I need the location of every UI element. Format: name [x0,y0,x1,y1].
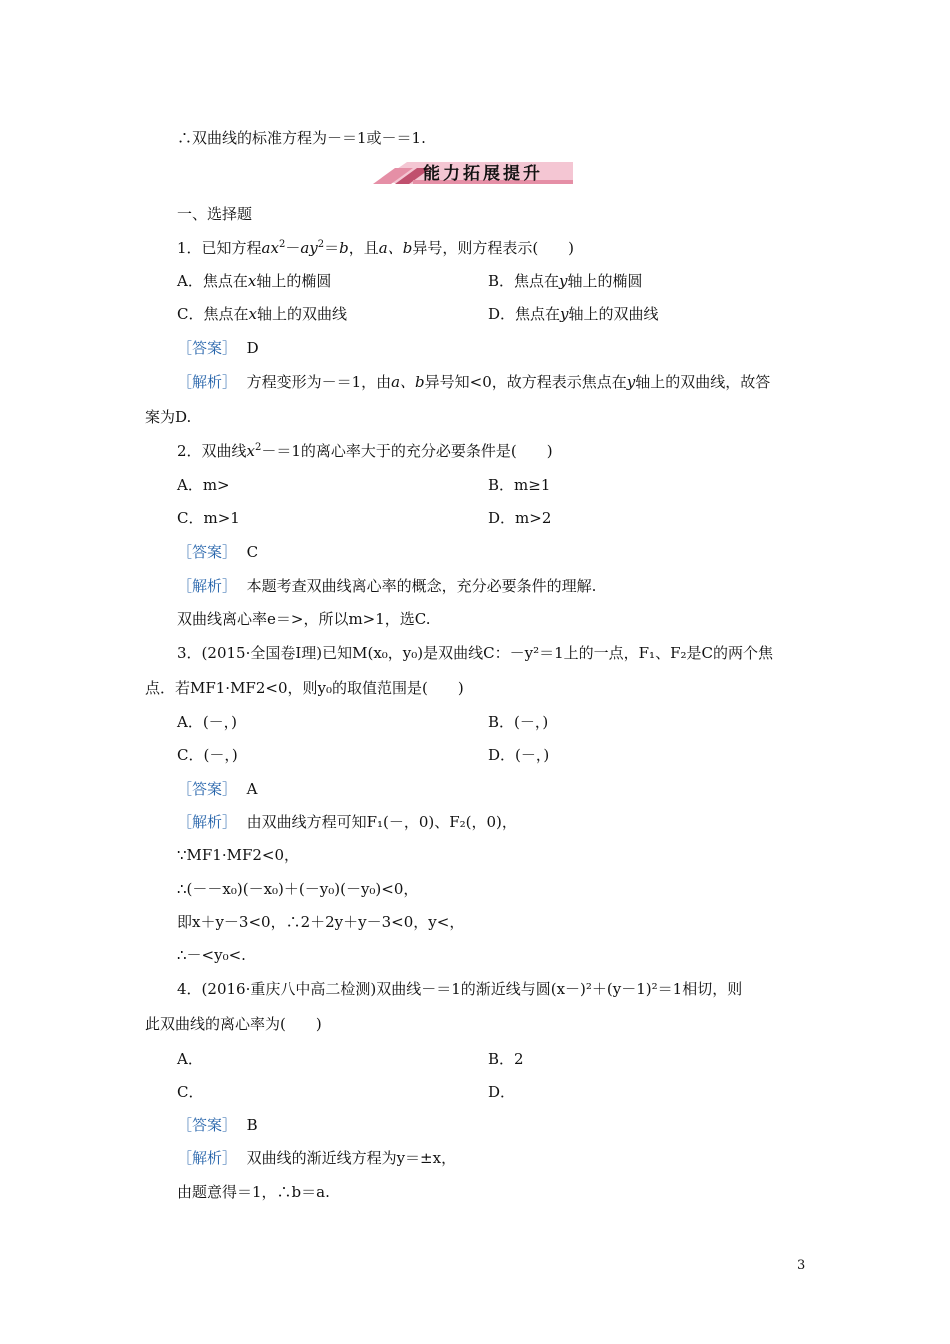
question-1-stem: 1．已知方程$ax^2-ay^2=b$，且a、b异号，则方程表示( ) [177,239,575,257]
banner-title: 能力拓展提升 [423,164,543,184]
text-line: ∴(－－x₀)(－x₀)＋(－y₀)(－y₀)<0， [177,880,419,898]
answer-line: ［答案］ A [177,780,258,798]
section-heading: 一、选择题 [177,205,253,223]
text-line: 即x＋y－3<0，∴2＋2y＋y－3<0，y<， [177,913,465,931]
option-C: C． [177,1083,204,1101]
option-C: C．焦点在x轴上的双曲线 [177,305,347,323]
option-A: A． [177,1050,203,1068]
option-D: D．焦点在y轴上的双曲线 [488,305,659,323]
text-line: 双曲线离心率e＝>，所以m>1，选C. [177,610,431,628]
text-line: 由题意得＝1，∴b＝a. [177,1183,330,1201]
text-line: 点．若MF1·MF2<0，则y₀的取值范围是( ) [145,679,464,697]
option-D: D．(－，) [488,746,550,764]
option-D: D．m>2 [488,509,552,527]
option-B: B．焦点在y轴上的椭圆 [488,272,643,290]
text-line: 此双曲线的离心率为( ) [145,1015,322,1033]
answer-line: ［答案］ C [177,543,259,561]
option-B: B．2 [488,1050,524,1068]
analysis-line: ［解析］ 方程变形为－＝1，由a、b异号知<0，故方程表示焦点在y轴上的双曲线，故答 [177,373,771,391]
analysis-line: ［解析］ 双曲线的渐近线方程为y＝±x， [177,1149,457,1167]
analysis-line: ［解析］ 本题考查双曲线离心率的概念，充分必要条件的理解. [177,577,597,595]
question-3-stem: 3．(2015·全国卷Ⅰ理)已知M(x₀，y₀)是双曲线C：－y²＝1上的一点，F₁、F₂是C的两个焦 [177,644,773,662]
answer-line: ［答案］ D [177,339,259,357]
text-line: ∴双曲线的标准方程为－＝1或－＝1. [177,129,426,147]
text-line: ∵MF1·MF2<0， [177,846,300,864]
question-2-stem: 2．双曲线$x^2-=1$的离心率大于的充分必要条件是( ) [177,442,553,460]
option-C: C．m>1 [177,509,240,527]
option-B: B．m≥1 [488,476,551,494]
answer-line: ［答案］ B [177,1116,258,1134]
text-line: 案为D. [145,408,192,426]
option-C: C．(－，) [177,746,238,764]
option-A: A．焦点在x轴上的椭圆 [177,272,332,290]
option-D: D． [488,1083,516,1101]
text-line: ∴－<y₀<. [177,946,246,964]
analysis-line: ［解析］ 由双曲线方程可知F₁(－，0)、F₂(，0)， [177,813,517,831]
page-number: 3 [797,1258,806,1273]
option-A: A．m> [177,476,230,494]
question-4-stem: 4．(2016·重庆八中高二检测)双曲线－＝1的渐近线与圆(x－)²＋(y－1)²＝1相切，则 [177,980,743,998]
section-banner [373,156,573,190]
option-B: B．(－，) [488,713,549,731]
option-A: A．(－，) [177,713,238,731]
